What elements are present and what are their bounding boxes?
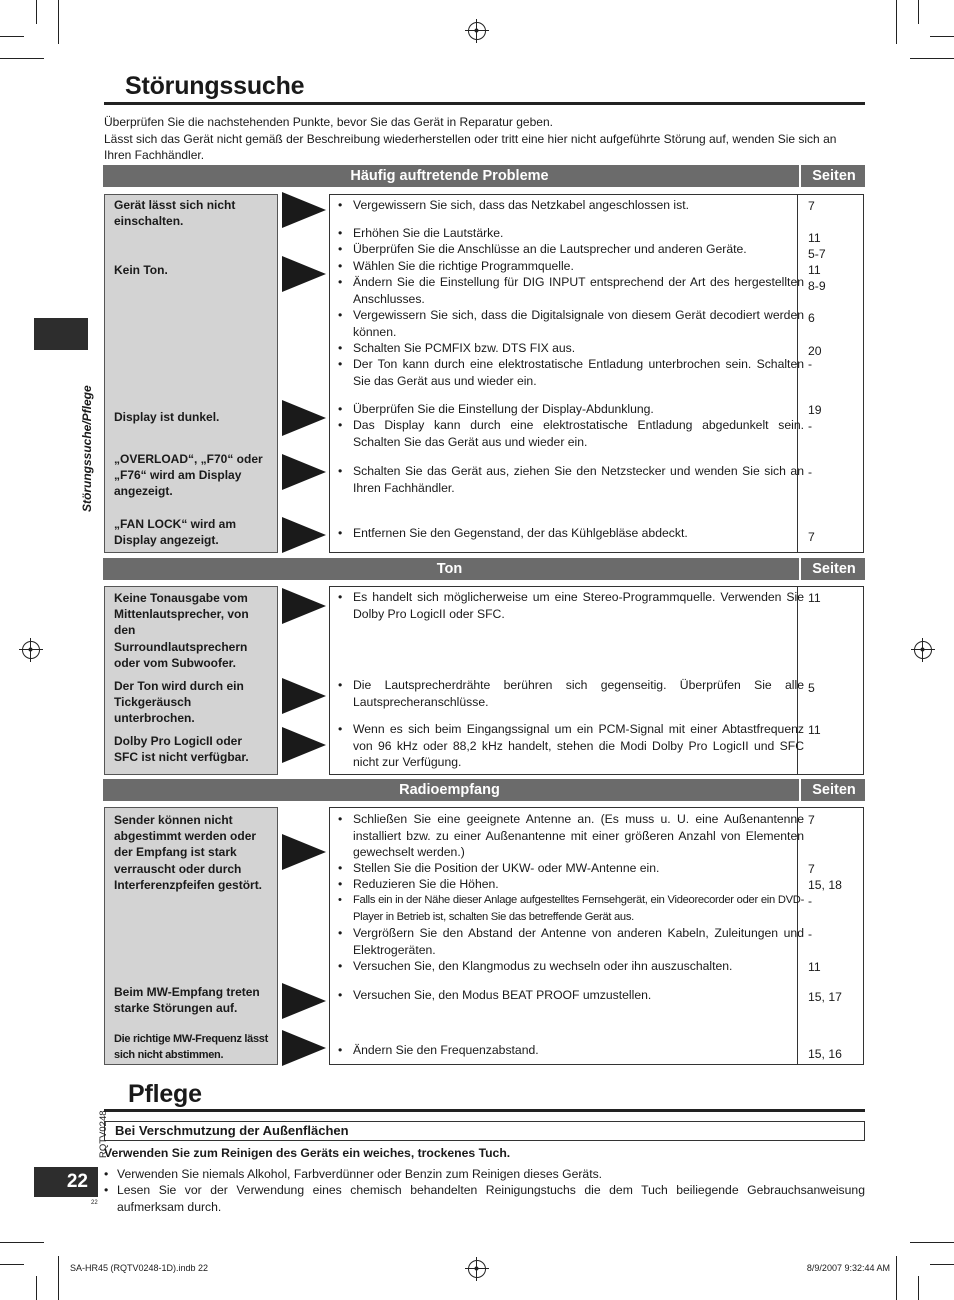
registration-mark-icon — [914, 641, 932, 659]
arrow-icon — [282, 517, 326, 553]
arrow-icon — [282, 678, 326, 714]
page-ref: 11 — [808, 263, 821, 277]
page-ref: 15, 16 — [808, 1047, 842, 1061]
page-ref: 5-7 — [808, 247, 826, 261]
intro-line: Lässt sich das Gerät nicht gemäß der Beschreibung wiederherstellen oder tritt eine hier nicht aufgeführte Störung auf, wenden Sie sich an Ihren Fachhändler. — [104, 131, 837, 162]
pages-column-title: Seiten — [799, 165, 867, 187]
page-ref: 19 — [808, 403, 822, 417]
remedy-item: • Versuchen Sie, den Klangmodus zu wechseln oder ihn auszuschalten. — [338, 958, 804, 975]
page-ref: 11 — [808, 960, 821, 974]
remedy-item: • Überprüfen Sie die Einstellung der Display-Abdunklung. — [338, 401, 804, 418]
care-subheading: Bei Verschmutzung der Außenflächen — [104, 1121, 865, 1141]
problem-label: Gerät lässt sich nicht einschalten. — [114, 198, 236, 229]
page-ref: 11 — [808, 591, 821, 605]
page-ref: - — [808, 927, 813, 941]
registration-mark-icon — [468, 22, 486, 40]
remedy-item: • Ändern Sie die Einstellung für DIG INPUT entsprechend der Art des hergestellten Anschlusses. — [338, 274, 804, 307]
crop-mark — [896, 1256, 897, 1300]
registration-mark-icon — [468, 1260, 486, 1278]
page-ref: 15, 18 — [808, 878, 842, 892]
remedy-item: • Schließen Sie eine geeignete Antenne an. (Es muss u. U. eine Außenantenne installiert bzw. zu einer Außenantenne mit einer größeren Anzahl von Elementen gewechselt werden.) — [338, 811, 804, 861]
table-header-radio — [103, 779, 865, 801]
remedy-item: • Es handelt sich möglicherweise um eine Stereo-Programmquelle. Verwenden Sie Dolby Pro LogicII oder SFC. — [338, 589, 804, 622]
problem-label: Der Ton wird durch ein Tickgeräusch unterbrochen. — [114, 679, 244, 726]
crop-mark — [896, 0, 897, 44]
remedy-item: • Erhöhen Sie die Lautstärke. — [338, 225, 804, 242]
crop-mark — [910, 58, 954, 59]
crop-mark — [0, 1242, 44, 1243]
arrow-icon — [282, 256, 326, 292]
arrow-icon — [282, 588, 326, 624]
page-ref: 7 — [808, 862, 815, 876]
crop-mark — [918, 1276, 919, 1300]
problem-label: Keine Tonausgabe vom Mittenlautsprecher, von den Surroundlautsprechern oder vom Subwoofer. — [114, 591, 249, 670]
crop-mark — [910, 1242, 954, 1243]
page-ref: 11 — [808, 231, 821, 245]
page-ref: 7 — [808, 199, 815, 213]
care-bullet: • Lesen Sie vor der Verwendung eines chemisch behandelten Reinigungstuchs die dem Tuch beiliegende Gebrauchsanweisung aufmerksam durch. — [104, 1182, 865, 1215]
table-title: Radioempfang — [399, 782, 500, 798]
table-header-sound — [103, 558, 865, 580]
care-lead: Verwenden Sie zum Reinigen des Geräts ein weiches, trockenes Tuch. — [104, 1146, 511, 1160]
doc-code: RQTV0248 — [98, 1110, 109, 1158]
pages-column-title: Seiten — [799, 779, 867, 801]
crop-mark — [36, 1276, 37, 1300]
problem-label: Display ist dunkel. — [114, 410, 220, 424]
arrow-icon — [282, 192, 326, 228]
table-title: Häufig auftretende Probleme — [350, 168, 549, 184]
arrow-icon — [282, 727, 326, 763]
registration-mark-icon — [22, 641, 40, 659]
page-number-text: 22 — [66, 1171, 88, 1192]
title-rule — [104, 1109, 865, 1112]
chapter-tab — [34, 318, 88, 350]
arrow-icon — [282, 983, 326, 1019]
arrow-icon — [282, 834, 326, 870]
remedy-item: • Der Ton kann durch eine elektrostatische Entladung unterbrochen sein. Schalten Sie das Gerät aus und wieder ein. — [338, 356, 804, 389]
chapter-label: Störungssuche/Pflege — [80, 385, 94, 512]
page-ref: 20 — [808, 344, 822, 358]
page-ref: 8-9 — [808, 279, 826, 293]
remedy-item: • Falls ein in der Nähe dieser Anlage aufgestelltes Fernsehgerät, ein Videorecorder oder ein DVD-Player in Betrieb ist, schalten Sie das betreffende Gerät aus. — [338, 892, 804, 925]
page-number — [34, 1167, 98, 1197]
problem-label: „FAN LOCK“ wird am Display angezeigt. — [114, 517, 237, 548]
crop-mark — [58, 1256, 59, 1300]
remedy-item: • Überprüfen Sie die Anschlüsse an die Lautsprecher und anderen Geräte. — [338, 241, 804, 258]
remedy-item: • Wählen Sie die richtige Programmquelle. — [338, 258, 804, 275]
crop-mark — [0, 1264, 24, 1265]
remedy-item: • Das Display kann durch eine elektrostatische Entladung abgedunkelt sein. Schalten Sie das Gerät aus und wieder ein. — [338, 417, 804, 450]
page-ref: 6 — [808, 311, 815, 325]
crop-mark — [0, 58, 44, 59]
remedy-item: • Vergewissern Sie sich, dass die Digitalsignale von diesem Gerät decodiert werden können. — [338, 307, 804, 340]
page-ref: - — [808, 357, 813, 371]
table-title: Ton — [436, 561, 463, 577]
page-ref: 7 — [808, 530, 815, 544]
arrow-icon — [282, 454, 326, 490]
problem-label: Sender können nicht abgestimmt werden oder der Empfang ist stark verrauscht oder durch Interferenzpfeifen gestört. — [114, 813, 263, 892]
remedy-item: • Schalten Sie das Gerät aus, ziehen Sie den Netzstecker und wenden Sie sich an Ihren Fachhändler. — [338, 463, 804, 496]
remedy-item: • Versuchen Sie, den Modus BEAT PROOF umzustellen. — [338, 987, 804, 1004]
problem-label: Dolby Pro LogicII oder SFC ist nicht verfügbar. — [114, 734, 249, 765]
care-bullet: • Verwenden Sie niemals Alkohol, Farbverdünner oder Benzin zum Reinigen dieses Geräts. — [104, 1166, 865, 1183]
remedy-item: • Stellen Sie die Position der UKW- oder MW-Antenne ein. — [338, 860, 804, 877]
crop-mark — [930, 1264, 954, 1265]
intro-line: Überprüfen Sie die nachstehenden Punkte, bevor Sie das Gerät in Reparatur geben. — [104, 115, 553, 129]
remedy-item: • Die Lautsprecherdrähte berühren sich gegenseitig. Überprüfen Sie alle Lautsprecheranschlüsse. — [338, 677, 804, 710]
problem-label: Beim MW-Empfang treten starke Störungen auf. — [114, 985, 260, 1016]
intro-text — [104, 114, 865, 164]
page-ref: - — [808, 419, 813, 433]
page-ref: 15, 17 — [808, 990, 842, 1004]
remedy-item: • Schalten Sie PCMFIX bzw. DTS FIX aus. — [338, 340, 804, 357]
title-rule — [104, 102, 865, 105]
crop-mark — [58, 0, 59, 44]
page-ref: 11 — [808, 723, 821, 737]
crop-mark — [918, 0, 919, 24]
remedy-item: • Wenn es sich beim Eingangssignal um ein PCM-Signal mit einer Abtastfrequenz von 96 kHz oder 88,2 kHz handelt, stehen die Modi Dolby Pro LogicII und SFC nicht zur Verfügung. — [338, 721, 804, 771]
section-title: Störungssuche — [125, 72, 305, 100]
footer-timestamp: 8/9/2007 9:32:44 AM — [806, 1263, 890, 1273]
crop-mark — [0, 36, 24, 37]
remedy-item: • Reduzieren Sie die Höhen. — [338, 876, 804, 893]
pages-column-title: Seiten — [799, 558, 867, 580]
crop-mark — [36, 0, 37, 24]
problem-label: „OVERLOAD“, „F70“ oder „F76“ wird am Display angezeigt. — [114, 452, 263, 499]
remedy-item: • Ändern Sie den Frequenzabstand. — [338, 1042, 804, 1059]
table-header-common — [103, 165, 865, 187]
page-ref: 7 — [808, 813, 815, 827]
crop-mark — [930, 36, 954, 37]
remedy-item: • Vergrößern Sie den Abstand der Antenne von anderen Kabeln, Zuleitungen und Elektrogeräten. — [338, 925, 804, 958]
problem-label: Die richtige MW-Frequenz lässt sich nicht abstimmen. — [114, 1033, 268, 1062]
page-ref: 5 — [808, 681, 815, 695]
care-title: Pflege — [128, 1080, 202, 1108]
footer-file: SA-HR45 (RQTV0248-1D).indb 22 — [70, 1263, 209, 1273]
arrow-icon — [282, 400, 326, 436]
remedy-item: • Vergewissern Sie sich, dass das Netzkabel angeschlossen ist. — [338, 197, 804, 214]
page-number-small: 22 — [91, 1200, 98, 1206]
arrow-icon — [282, 1030, 326, 1066]
page-ref: - — [808, 894, 813, 908]
problem-label: Kein Ton. — [114, 263, 168, 277]
remedy-item: • Entfernen Sie den Gegenstand, der das Kühlgebläse abdeckt. — [338, 525, 804, 542]
page-ref: - — [808, 465, 813, 479]
